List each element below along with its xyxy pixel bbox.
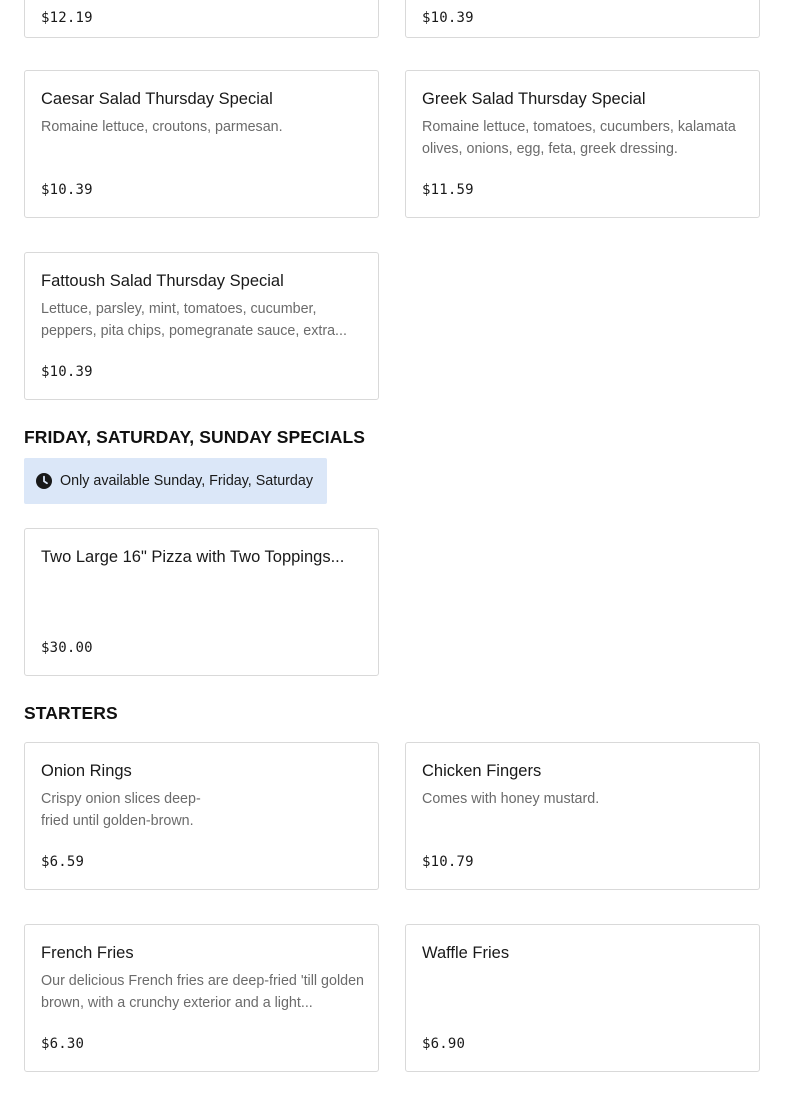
item-price: $6.30 <box>41 1036 85 1052</box>
item-title: French Fries <box>41 944 134 962</box>
availability-text: Only available Sunday, Friday, Saturday <box>60 473 313 489</box>
item-description: Lettuce, parsley, mint, tomatoes, cucumber, peppers, pita chips, pomegranate sauce, extra... <box>41 301 347 339</box>
item-price: $11.59 <box>422 182 474 198</box>
menu-item-card[interactable] <box>24 742 379 890</box>
item-price: $10.39 <box>41 182 93 198</box>
item-price: $30.00 <box>41 640 93 656</box>
menu-item-card[interactable] <box>24 528 379 676</box>
availability-badge <box>24 458 327 504</box>
item-price: $12.19 <box>41 10 93 26</box>
item-description: Romaine lettuce, croutons, parmesan. <box>41 119 283 135</box>
menu-item-card[interactable] <box>405 924 760 1072</box>
item-description: Comes with honey mustard. <box>422 791 600 807</box>
item-title: Greek Salad Thursday Special <box>422 90 646 108</box>
item-title: Chicken Fingers <box>422 762 542 780</box>
item-description: Our delicious French fries are deep-fried 'till golden brown, with a crunchy exterior and a light... <box>41 973 364 1011</box>
item-title: Onion Rings <box>41 762 132 780</box>
item-price: $10.79 <box>422 854 474 870</box>
item-title: Two Large 16" Pizza with Two Toppings... <box>41 548 345 566</box>
menu-item-card[interactable] <box>405 0 760 38</box>
item-description: Romaine lettuce, tomatoes, cucumbers, kalamata olives, onions, egg, feta, greek dressing. <box>422 119 736 157</box>
item-title: Waffle Fries <box>422 944 510 962</box>
item-description: Crispy onion slices deep-fried until golden-brown. <box>41 791 201 829</box>
item-title: Caesar Salad Thursday Special <box>41 90 273 108</box>
item-price: $6.90 <box>422 1036 466 1052</box>
section-title-weekend-specials: FRIDAY, SATURDAY, SUNDAY SPECIALS <box>24 427 366 447</box>
menu-item-card[interactable] <box>405 70 760 218</box>
section-title-starters: STARTERS <box>24 703 118 723</box>
menu-item-card[interactable] <box>24 70 379 218</box>
item-price: $10.39 <box>422 10 474 26</box>
item-price: $6.59 <box>41 854 85 870</box>
item-title: Fattoush Salad Thursday Special <box>41 272 284 290</box>
clock-icon <box>36 473 52 489</box>
menu-item-card[interactable] <box>24 252 379 400</box>
menu-item-card[interactable] <box>405 742 760 890</box>
item-price: $10.39 <box>41 364 93 380</box>
menu-item-card[interactable] <box>24 0 379 38</box>
menu-item-card[interactable] <box>24 924 379 1072</box>
